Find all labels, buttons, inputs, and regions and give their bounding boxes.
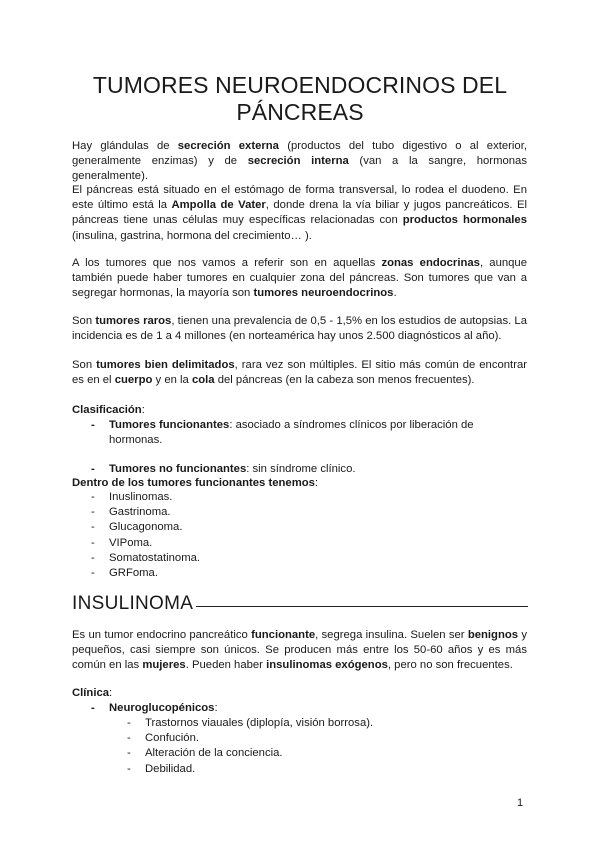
list-item [90,701,390,716]
text: (van a la sangre, hormonas generalmente). [72,155,527,183]
paragraph-pancreas [72,183,527,244]
bold-term: Ampolla de Vater [171,199,266,212]
list-item [90,418,530,448]
colon: : [314,477,319,489]
text: , aunque también puede haber tumores en cualquier zona del páncreas. Son tumores que van a segregar hormonas, la mayoría son [72,257,527,300]
text: : sin síndrome clínico. [246,463,356,476]
bold-term: zonas endocrinas [381,257,480,269]
text: , tienen una prevalencia de 0,5 - 1,5% en los estudios de autopsias. La incidencia es de 1 a 4 millones (en norteamérica hay unos 2.500 diagnósticos al año). [72,315,527,343]
bold-term: benignos [467,629,519,641]
text: El páncreas está situado en el estómago de forma transversal, lo rodea el duodeno. En este último está la [72,184,527,212]
clasificacion-label [72,403,145,418]
text: , segrega insulina. Suelen ser [315,629,468,641]
clinica-group-list [90,701,390,716]
text: . Pueden haber [185,659,267,672]
label-text: Clínica [72,687,110,699]
bold-term: insulinomas exógenos [266,659,388,672]
colon: : [141,404,145,416]
bold-term: funcionante [251,629,316,641]
section-heading-text: INSULINOMA [72,593,194,614]
paragraph-zonas-endocrinas [72,256,527,302]
text: , rara vez son múltiples. El sitio más común de encontrar es en el [72,359,527,387]
paragraph-bien-delimitados [72,358,527,388]
list-item: - Alteración de la conciencia. [126,746,456,761]
bold-term: tumores raros [95,315,172,327]
section-heading-insulinoma [72,591,528,617]
list-item: - Confución. [126,731,456,746]
funcionantes-list [90,490,390,581]
text: y pequeños, casi siempre son únicos. Se producen más entre los 50-60 años y es más común en las [72,629,527,672]
list-item: - VIPoma. [90,536,390,551]
bold-term: Tumores funcionantes [109,419,230,431]
list-item: - Inuslinomas. [90,490,390,505]
text: : asociado a síndromes clínicos por liberación de hormonas. [109,419,474,447]
paragraph-tumores-raros [72,314,527,344]
text: Es un tumor endocrino pancreático [72,629,252,641]
colon: : [214,702,218,714]
list-item: - Trastornos viauales (diplopía, visión borrosa). [126,716,456,731]
text: del páncreas (en la cabeza son menos frecuentes). [214,374,475,387]
list-item: - Gastrinoma. [90,505,390,520]
bold-term: productos hormonales [402,214,527,227]
text: y en la [152,374,192,387]
heading-rule [196,606,528,607]
list-item: - Glucagonoma. [90,520,390,535]
clinica-symptoms-list [126,716,456,777]
text: , pero no son frecuentes. [387,659,513,672]
bold-term: tumores neuroendocrinos [253,287,394,300]
text: Son [72,315,96,327]
paragraph-insulinoma [72,628,527,674]
text: Son [72,359,97,371]
bold-term: secreción externa [177,140,279,152]
list-item: - GRFoma. [90,566,390,581]
text: A los tumores que nos vamos a referir son en aquellas [72,257,382,269]
clasificacion-list [90,418,530,478]
text: . [393,287,397,300]
bold-term: Tumores no funcionantes [109,463,247,476]
text: Hay glándulas de [72,140,178,152]
colon: : [109,687,113,699]
clinica-label [72,686,112,701]
text: , donde drena la vía biliar y jugos pancreáticos. El páncreas tiene unas células muy específicas relacionadas con [72,199,527,227]
bold-term: secreción interna [247,155,349,168]
page-number: 1 [517,797,524,809]
bold-term: Neuroglucopénicos [109,702,215,714]
bold-term: cola [191,374,215,387]
list-item: - Debilidad. [126,762,456,777]
page-title: TUMORES NEUROENDOCRINOS DEL PÁNCREAS [92,72,508,125]
label-text: Dentro de los tumores funcionantes tenemos [72,477,315,489]
bold-term: cuerpo [114,374,153,387]
funcionantes-label [72,476,318,491]
paragraph-glandulas [72,139,527,185]
text: (insulina, gastrina, hormona del crecimiento… ). [72,229,312,242]
label-text: Clasificación [72,404,142,416]
list-item: - Somatostatinoma. [90,551,390,566]
bold-term: mujeres [142,659,186,672]
bold-term: tumores bien delimitados [96,359,235,371]
text: (productos del tubo digestivo o al exterior, generalmente enzimas) y de [72,140,527,168]
